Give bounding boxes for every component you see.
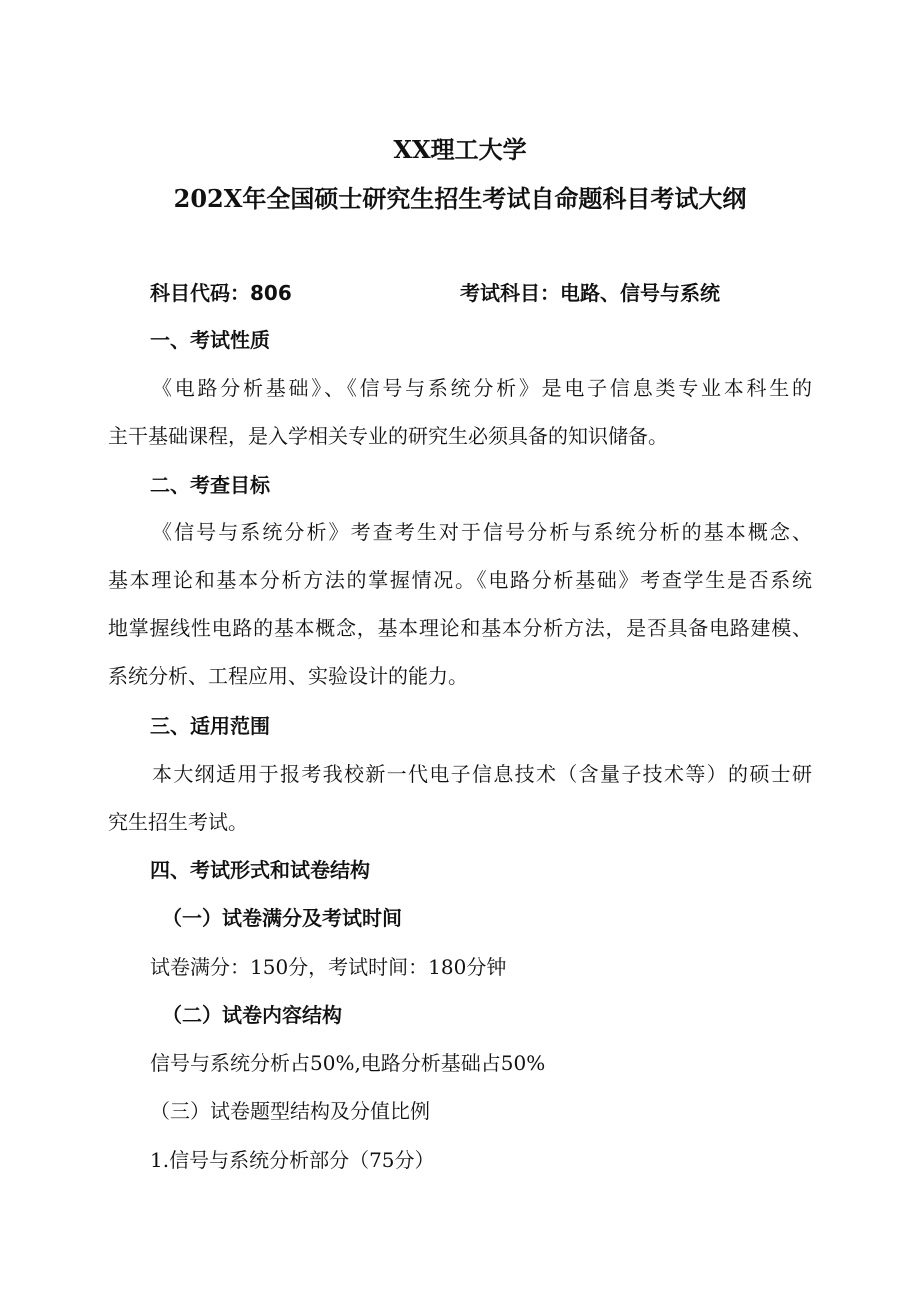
list-item-1: 1.信号与系统分析部分（75分）	[150, 1148, 435, 1172]
subject-name: 考试科目：电路、信号与系统	[460, 281, 720, 305]
section-4-heading: 四、考试形式和试卷结构	[150, 858, 370, 882]
section-1-paragraph-line-2: 主干基础课程，是入学相关专业的研究生必须具备的知识储备。	[108, 424, 668, 448]
section-2-paragraph-line-2: 基本理论和基本分析方法的掌握情况。《电路分析基础》考查学生是否系统	[108, 570, 812, 592]
section-2-paragraph-line-1: 《信号与系统分析》考查考生对于信号分析与系统分析的基本概念、	[152, 522, 812, 544]
section-2-paragraph-line-3: 地掌握线性电路的基本概念，基本理论和基本分析方法，是否具备电路建模、	[108, 618, 812, 640]
section-1-paragraph-line-1: 《电路分析基础》、《信号与系统分析》是电子信息类专业本科生的	[152, 378, 812, 400]
subject-code: 科目代码：806	[150, 281, 292, 305]
section-1-heading: 一、考试性质	[150, 328, 270, 352]
section-4-subheading-3: （三）试卷题型结构及分值比例	[150, 1099, 430, 1123]
section-2-heading: 二、考查目标	[150, 473, 270, 497]
section-2-paragraph-line-4: 系统分析、工程应用、实验设计的能力。	[108, 664, 468, 688]
university-title: XX理工大学	[393, 135, 527, 164]
section-3-heading: 三、适用范围	[150, 714, 270, 738]
exam-content-structure-text: 信号与系统分析占50%,电路分析基础占50%	[150, 1051, 546, 1075]
section-4-subheading-2: （二）试卷内容结构	[162, 1003, 342, 1027]
outline-title: 202X年全国硕士研究生招生考试自命题科目考试大纲	[173, 184, 747, 213]
section-4-subheading-1: （一）试卷满分及考试时间	[162, 906, 402, 930]
section-3-paragraph-line-1: 本大纲适用于报考我校新一代电子信息技术（含量子技术等）的硕士研	[152, 764, 812, 786]
section-3-paragraph-line-2: 究生招生考试。	[108, 810, 248, 834]
exam-score-time-text: 试卷满分：150分，考试时间：180分钟	[150, 955, 507, 979]
